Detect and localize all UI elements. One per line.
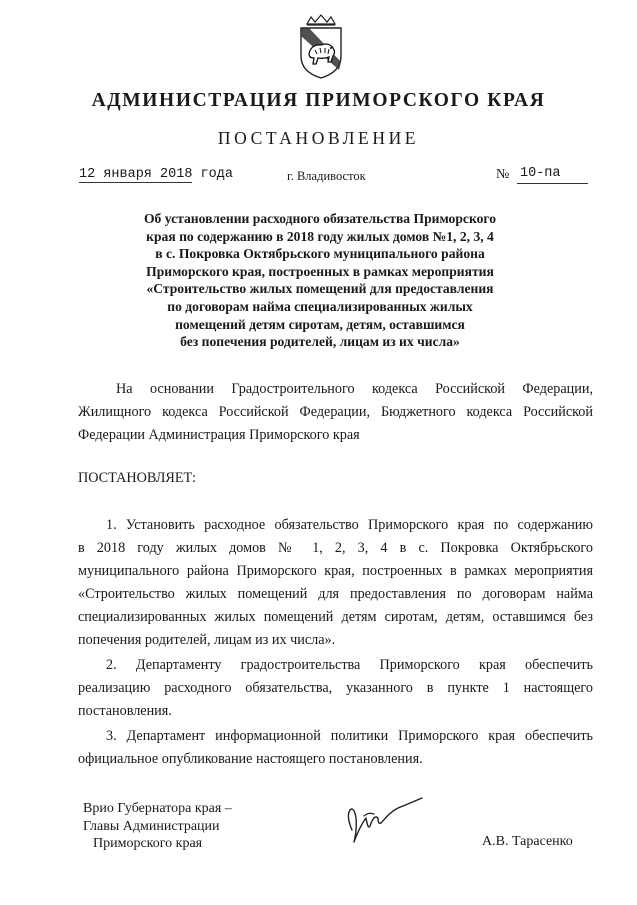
organization-title: АДМИНИСТРАЦИЯ ПРИМОРСКОГО КРАЯ (91, 90, 546, 111)
paragraph-line: муниципального района Приморского края, построенных в рамках мероприятия (78, 563, 593, 579)
position-line: Главы Администрации (83, 818, 220, 834)
paragraph-line: Федерации Администрация Приморского края (78, 427, 360, 443)
date-suffix: года (192, 167, 233, 182)
paragraph-line: «Строительство жилых помещений для предоставления по договорам найма (78, 586, 593, 602)
paragraph-line: 3. Департамент информационной политики Приморского края обеспечить (106, 728, 593, 744)
document-city: г. Владивосток (287, 169, 366, 183)
paragraph-line: Жилищного кодекса Российской Федерации, Бюджетного кодекса Российской (78, 404, 593, 420)
subject-line: в с. Покровка Октябрьского муниципального района (155, 246, 485, 262)
date-value: 12 января 2018 (79, 167, 193, 182)
document-date (79, 167, 233, 182)
paragraph-line: постановления. (78, 703, 172, 719)
position-line: Врио Губернатора края – (83, 801, 232, 816)
paragraph-line: официальное опубликование настоящего постановления. (78, 751, 423, 767)
paragraph-line: специализированных жилых помещений детям сиротам, детям, оставшимся без (78, 609, 593, 625)
decree-heading: ПОСТАНОВЛЯЕТ: (78, 470, 197, 486)
paragraph-line: в 2018 году жилых домов № 1, 2, 3, 4 в с. Покровка Октябрьского (78, 540, 593, 556)
document-type: ПОСТАНОВЛЕНИЕ (217, 128, 420, 148)
signatory-position (83, 800, 232, 853)
item-3-paragraph (78, 725, 593, 771)
item-1-paragraph (78, 514, 593, 652)
subject-line: по договорам найма специализированных жилых (167, 298, 473, 314)
paragraph-line: На основании Градостроительного кодекса Российской Федерации, (116, 381, 593, 397)
subject-line: «Строительство жилых помещений для предоставления (146, 281, 494, 297)
item-2-paragraph (78, 654, 593, 723)
subject-line: Об установлении расходного обязательства Приморского (143, 211, 497, 226)
subject-line: края по содержанию в 2018 году жилых домов №1, 2, 3, 4 (146, 228, 494, 244)
paragraph-line: попечения родителей, лицам из их числа». (78, 632, 336, 648)
document-number-label: № (496, 167, 510, 182)
position-line: Приморского края (93, 836, 203, 851)
signer-name: А.В. Тарасенко (482, 834, 573, 849)
basis-paragraph (78, 378, 593, 447)
subject-line: помещений детям сиротам, детям, оставшимся (175, 316, 465, 332)
paragraph-line: 2. Департаменту градостроительства Приморского края обеспечить (106, 657, 593, 673)
subject-line: Приморского края, построенных в рамках мероприятия (146, 263, 494, 279)
document-number: 10-па (517, 165, 588, 184)
paragraph-line: реализацию расходного обязательства, указанного в пункте 1 настоящего (78, 680, 593, 696)
coat-of-arms-tiger-icon (293, 14, 349, 80)
paragraph-line: 1. Установить расходное обязательство Приморского края по содержанию (106, 517, 593, 533)
handwritten-signature-icon (338, 796, 438, 846)
document-subject (110, 210, 530, 351)
subject-line: без попечения родителей, лицам из их числа» (180, 334, 460, 350)
